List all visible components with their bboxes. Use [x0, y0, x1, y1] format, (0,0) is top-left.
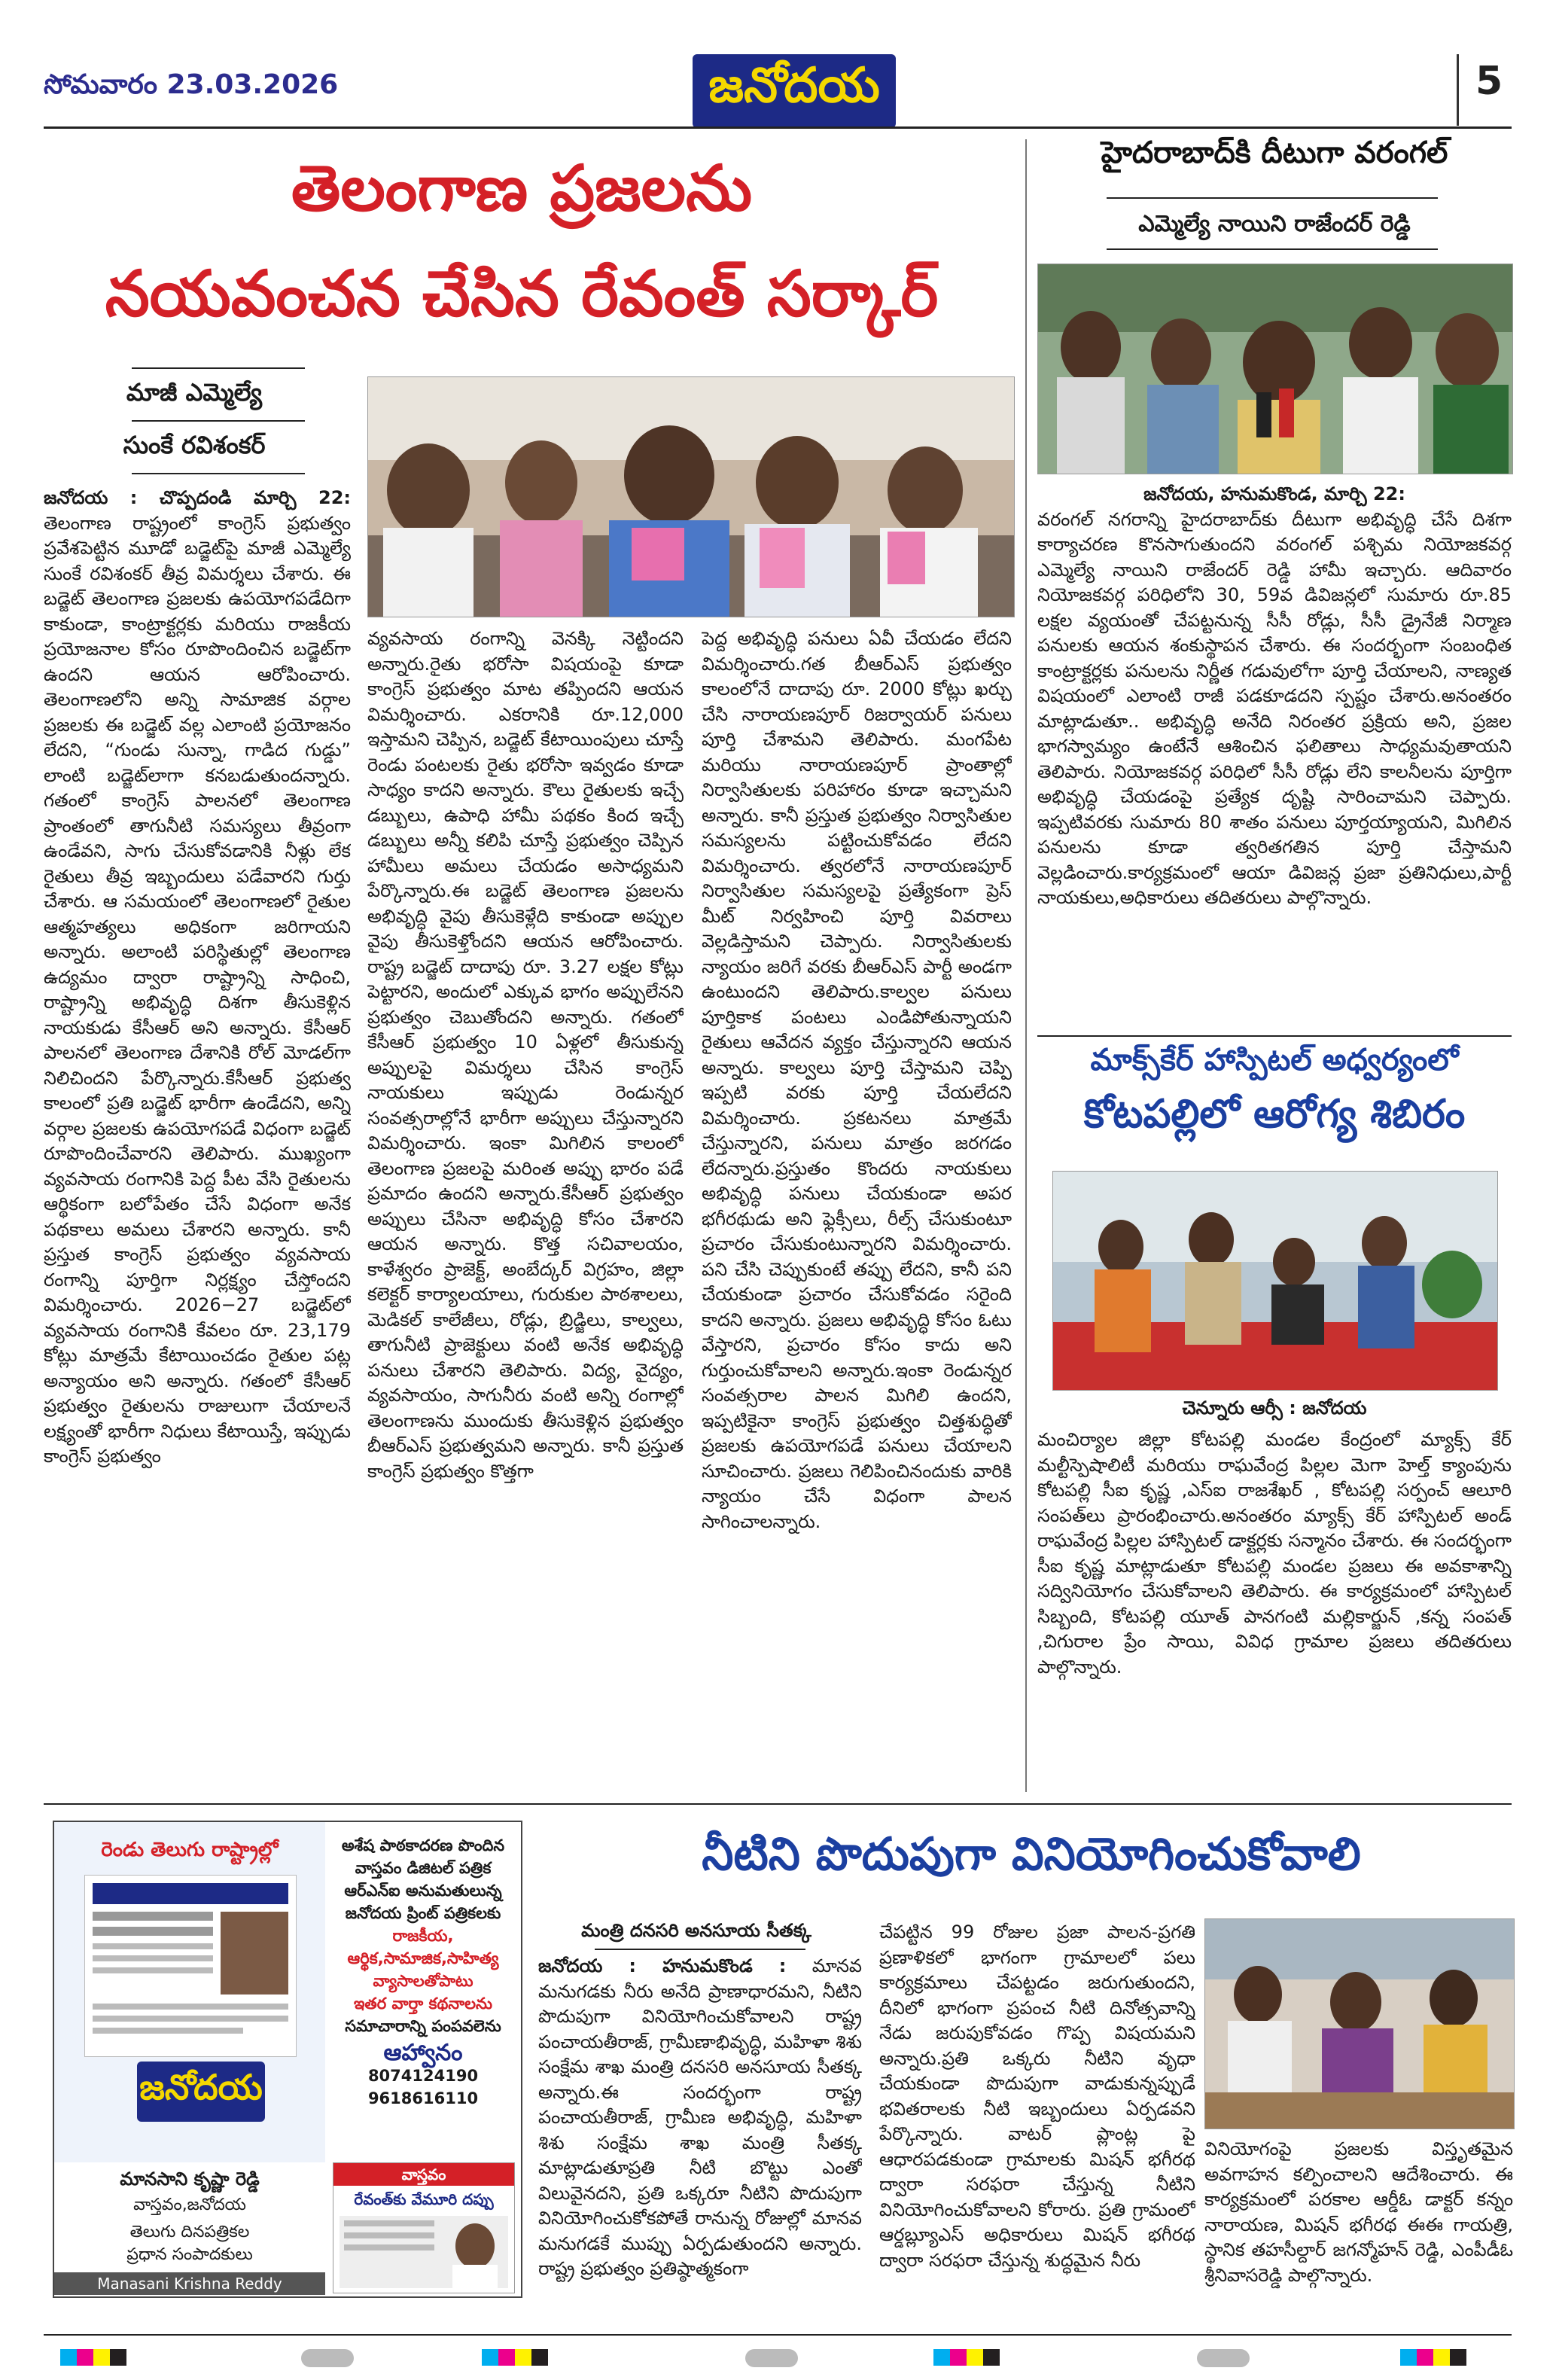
warangal-headline: హైదరాబాద్‌కి దీటుగా వరంగల్	[1101, 136, 1448, 170]
warangal-body	[1037, 482, 1512, 1024]
lead-body-2: వ్యవసాయ రంగాన్ని వెనక్కి నెట్టిందని అన్నారు.రైతు భరోసా విషయంపై కూడా కాంగ్రెస్ ప్రభుత్వం మాట తప్పిందని ఆయన విమర్శించారు. ఎకరానికి రూ.12,000 ఇస్తామని చెప్పిన, బడ్జెట్ కేటాయింపులు చూస్తే రెండు పంటలకు రైతు భరోసా ఇవ్వడం కూడా సాధ్యం కాదని అన్నారు. కౌలు రైతులకు ఇచ్చే డబ్బులు, ఉపాధి హామీ పథకం కింద ఇచ్చే డబ్బులు అన్నీ కలిపి చూస్తే ప్రభుత్వం చెప్పిన హామీలు అమలు చేయడం అసాధ్యమని పేర్కొన్నారు.ఈ బడ్జెట్ తెలంగాణ ప్రజలను అభివృద్ధి వైపు తీసుకెళ్లేది కాకుండా అప్పుల వైపు తీసుకెళ్తోందని ఆయన ఆరోపించారు. రాష్ట్ర బడ్జెట్ దాదాపు రూ. 3.27 లక్షల కోట్లు పెట్టారని, అందులో ఎక్కువ భాగం అప్పులేనని ప్రభుత్వం చెబుతోందని అన్నారు. గతంలో కేసీఆర్ ప్రభుత్వం 10 ఏళ్లలో తీసుకున్న అప్పులపై విమర్శలు చేసిన కాంగ్రెస్ నాయకులు ఇప్పుడు రెండున్నర సంవత్సరాల్లోనే భారీగా అప్పులు చేస్తున్నారని విమర్శించారు. ఇంకా మిగిలిన కాలంలో తెలంగాణ ప్రజలపై మరింత అప్పు భారం పడే ప్రమాదం ఉందని అన్నారు.కేసీఆర్ ప్రభుత్వం అప్పులు చేసినా అభివృద్ధి కోసం చేశారని ఆయన అన్నారు. కొత్త సచివాలయం, కాళేశ్వరం ప్రాజెక్ట్, అంబేద్కర్ విగ్రహం, జిల్లా కలెక్టర్ కార్యాలయాలు, గురుకుల పాఠశాలలు, మెడికల్ కాలేజీలు, రోడ్లు, బ్రిడ్జిలు, కాల్వలు, తాగునీటి ప్రాజెక్టులు వంటి అనేక అభివృద్ధి పనులు చేశారని తెలిపారు. విద్య, వైద్యం, వ్యవసాయం, సాగునీరు వంటి అన్ని రంగాల్లో తెలంగాణను ముందుకు తీసుకెళ్లిన ప్రభుత్వం బీఆర్ఎస్ ప్రభుత్వమని అన్నారు. కానీ ప్రస్తుత కాంగ్రెస్ ప్రభుత్వం కొత్తగా	[367, 628, 684, 1482]
byline-rule-bottom	[132, 473, 305, 474]
lead-column-3	[702, 626, 1012, 1790]
page-number: 5	[1475, 59, 1503, 104]
health-headline-line1: మాక్స్‌కేర్ హాస్పిటల్ అధ్వర్యంలో	[1090, 1043, 1459, 1077]
health-body	[1037, 1428, 1512, 1789]
lead-dateline: జనోదయ : చొప్పదండి మార్చి 22:	[44, 487, 351, 508]
ad-editor-role-2: తెలుగు దినపత్రికల	[129, 2223, 250, 2241]
water-body-3: వినియోగంపై ప్రజలకు విస్తృతమైన అవగాహన కల్పించాలని ఆదేశించారు. ఈ కార్యక్రమంలో పరకాల ఆర్డీఓ డాక్టర్ కన్నం నారాయణ, మిషన్ భగీరథ ఈఈ గాయత్రి, స్థానిక తహసీల్దార్ జగన్మోహన్ రెడ్డి, ఎంపీడీఓ శ్రీనివాసరెడ్డి పాల్గొన్నారు.	[1204, 2138, 1513, 2286]
crop-mark-2	[745, 2349, 798, 2367]
ad-paper-name: జనోదయ	[139, 2067, 263, 2107]
warangal-text: వరంగల్ నగరాన్ని హైదరాబాద్‌కు దీటుగా అభివృద్ధి చేసే దిశగా కార్యాచరణ కొనసాగుతుందని వరంగల్ పశ్చిమ నియోజకవర్గ ఎమ్మెల్యే నాయిని రాజేందర్ రెడ్డి హామీ ఇచ్చారు. ఆదివారం నియోజకవర్గ పరిధిలోని 30, 59వ డివిజన్లలో సుమారు రూ.85 లక్షల వ్యయంతో చేపట్టనున్న సీసీ రోడ్లు, సీసీ డ్రైనేజీ నిర్మాణ పనులకు ఆయన శంకుస్థాపన చేశారు. ఈ సందర్భంగా సంబంధిత కాంట్రాక్టర్లకు పనులను నిర్ణీత గడువులోగా పూర్తి చేయాలని, నాణ్యత విషయంలో ఎలాంటి రాజీ పడకూడదని స్పష్టం చేశారు.అనంతరం మాట్లాడుతూ.. అభివృద్ధి అనేది నిరంతర ప్రక్రియ అని, ప్రజల భాగస్వామ్యం ఉంటేనే ఆశించిన ఫలితాలు సాధ్యమవుతాయని తెలిపారు. నియోజకవర్గ పరిధిలో సీసీ రోడ్లు లేని కాలనీలను పూర్తిగా అభివృద్ధి చేయడంపై ప్రత్యేక దృష్టి సారించామని చెప్పారు. ఇప్పటివరకు సుమారు 80 శాతం పనులు పూర్తయ్యాయని, మిగిలిన పనులను కూడా త్వరితగతిన పూర్తి చేస్తామని వెల్లడించారు.కార్యక్రమంలో ఆయా డివిజన్ల ప్రజా ప్రతినిధులు,పార్టీ నాయకులు,అధికారులు తదితరులు పాల్గొన్నారు.	[1037, 508, 1512, 908]
advertisement	[53, 1821, 522, 2298]
ad-phone-1: 8074124190	[367, 2067, 479, 2085]
ad-top-red: రెండు తెలుగు రాష్ట్రాల్లో	[101, 1839, 279, 1861]
lead-body-3: పెద్ద అభివృద్ధి పనులు ఏవీ చేయడం లేదని విమర్శించారు.గత బీఆర్ఎస్ ప్రభుత్వం కాలంలోనే దాదాపు రూ. 2000 కోట్లు ఖర్చు చేసి నారాయణపూర్ రిజర్వాయర్ పనులు పూర్తి చేశామని తెలిపారు. మంగపేట మరియు నారాయణపూర్ ప్రాంతాల్లో నిర్వాసితులకు పరిహారం కూడా ఇచ్చామని అన్నారు. కానీ ప్రస్తుత ప్రభుత్వం నిర్వాసితుల సమస్యలను పట్టించుకోవడం లేదని విమర్శించారు. త్వరలోనే నారాయణపూర్ నిర్వాసితుల సమస్యలపై ప్రత్యేకంగా ప్రెస్ మీట్ నిర్వహించి పూర్తి వివరాలు వెల్లడిస్తామని చెప్పారు. నిర్వాసితులకు న్యాయం జరిగే వరకు బీఆర్ఎస్ పార్టీ అండగా ఉంటుందని తెలిపారు.కాల్వల పనులు పూర్తికాక పంటలు ఎండిపోతున్నాయని రైతులు ఆవేదన వ్యక్తం చేస్తున్నారని ఆయన అన్నారు. కాల్వలు పూర్తి చేస్తామని చెప్పి ఇప్పటి వరకు పూర్తి చేయలేదని విమర్శించారు. ప్రకటనలు మాత్రమే చేస్తున్నారని, పనులు మాత్రం జరగడం లేదన్నారు.ప్రస్తుతం కొందరు నాయకులు అభివృద్ధి పనులు చేయకుండా అపర భగీరథుడు అని ఫ్లెక్సీలు, రీల్స్ చేసుకుంటూ ప్రచారం చేసుకుంటున్నారని విమర్శించారు. పని చేసి చెప్పుకుంటే తప్పు లేదని, కానీ పని చేయకుండా ప్రచారం చేసుకోవడం సరైంది కాదని అన్నారు. ప్రజలు అభివృద్ధి కోసం ఓటు వేస్తారని, ప్రచారం కోసం కాదు అని గుర్తుంచుకోవాలని అన్నారు.ఇంకా రెండున్నర సంవత్సరాల పాలన మిగిలి ఉందని, ఇప్పటికైనా కాంగ్రెస్ ప్రభుత్వం చిత్తశుద్ధితో ప్రజలకు ఉపయోగపడే పనులు చేయాలని సూచించారు. ప్రజలు గెలిపించినందుకు వారికి న్యాయం చేసే విధంగా పాలన సాగించాలన్నారు.	[702, 628, 1012, 1532]
water-body-2: చేపట్టిన 99 రోజుల ప్రజా పాలన-ప్రగతి ప్రణాళికలో భాగంగా గ్రామాలలో పలు కార్యక్రమాలు చేపట్టడం జరుగుతుందని, దీనిలో భాగంగా ప్రపంచ నీటి దినోత్సవాన్ని నేడు జరుపుకోవడం గొప్ప విషయమని అన్నారు.ప్రతి ఒక్కరు నీటిని వృధా చేయకుండా పొదుపుగా వాడుకున్నప్పుడే భవితరాలకు నీటి ఇబ్బందులు ఏర్పడవని పేర్కొన్నారు. వాటర్ ప్లాంట్ల పై ఆధారపడకుండా గ్రామాలకు మిషన్ భగీరథ ద్వారా సరఫరా చేస్తున్న నీటిని వినియోగించుకోవాలని కోరారు. ప్రతి గ్రామంలో ఆర్డబ్ల్యూఎస్ అధికారులు మిషన్ భగీరథ ద్వారా సరఫరా చేస్తున్న శుద్ధమైన నీరు	[879, 1921, 1195, 2271]
lead-column-2	[367, 626, 684, 1790]
warangal-photo	[1037, 264, 1513, 474]
ad-editor-name: మానసాని కృష్ణా రెడ్డి	[120, 2168, 260, 2190]
lead-photo	[367, 376, 1015, 617]
masthead-title: జనోదయ	[708, 57, 880, 114]
ad-editor-english: Manasani Krishna Reddy	[54, 2272, 325, 2295]
water-byline: మంత్రి దనసరి అనసూయ సీతక్క	[581, 1920, 811, 1941]
water-byline-rule	[595, 1949, 805, 1950]
footer-rule	[44, 2334, 1512, 2336]
ad-mini-photo	[340, 2216, 508, 2288]
issue-date: సోమవారం 23.03.2026	[44, 69, 339, 100]
water-dateline: జనోదయ : హనుమకొండ :	[538, 1955, 787, 1976]
ad-line-8: ఇతర వార్తా కథనాలను	[353, 1995, 493, 2013]
ad-line-6: ఆర్థిక,సామాజిక,సాహిత్య	[347, 1949, 499, 1967]
ad-editor-role-3: ప్రధాన సంపాదకులు	[126, 2245, 253, 2264]
ad-newspaper-thumb	[84, 1875, 297, 2057]
warangal-rule-2	[1107, 248, 1438, 250]
lead-headline-line2: నయవంచన చేసిన రేవంత్ సర్కార్	[105, 257, 939, 331]
ad-right-text	[333, 1834, 513, 2110]
warangal-rule-1	[1107, 197, 1438, 199]
lead-column-1	[44, 486, 351, 1788]
warangal-dateline: జనోదయ, హనుమకొండ, మార్చి 22:	[1143, 483, 1405, 504]
ad-mini-headline: రేవంత్‌కు వేమూరి దప్పు	[354, 2190, 494, 2208]
water-column-3	[1204, 2137, 1513, 2345]
registration-marks-1	[60, 2349, 126, 2366]
ad-line-3: ఆర్ఎన్ఐ అనుమతులున్న	[344, 1882, 502, 1900]
ad-vaastavam-box	[333, 2162, 515, 2293]
water-body-1: మానవ మనుగడకు నీరు అనేది ప్రాణాధారమని, నీటిని పొదుపుగా వినియోగించుకోవాలని రాష్ట్ర పంచాయతీరాజ్, గ్రామీణాభివృద్ధి, మహిళా శిశు సంక్షేమ శాఖ మంత్రి దనసరి అనసూయ సీతక్క అన్నారు.ఈ సందర్భంగా రాష్ట్ర పంచాయతీరాజ్, గ్రామీణ అభివృద్ధి, మహిళా శిశు సంక్షేమ శాఖ మంత్రి సీతక్క మాట్లాడుతూప్రతి నీటి బొట్టు ఎంతో విలువైనదని, ప్రతి ఒక్కరూ నీటిని పొదుపుగా వినియోగించుకోకపోతే రానున్న రోజుల్లో మానవ మనుగడకే ముప్పు ఏర్పడుతుందని అన్నారు. రాష్ట్ర ప్రభుత్వం ప్రతిష్ఠాత్మకంగా	[538, 1955, 862, 2279]
ad-editor-panel	[54, 2162, 325, 2295]
ad-vaastavam-label: వాస్తవం	[333, 2163, 514, 2186]
header-rule	[44, 126, 1512, 129]
registration-marks-4	[1400, 2349, 1466, 2366]
ad-line-9: సమాచారాన్ని పంపవలెను	[345, 2017, 501, 2035]
ad-line-7: వ్యాసాలతోపాటు	[373, 1972, 473, 1990]
page-number-divider	[1457, 54, 1459, 126]
water-headline: నీటిని పొదుపుగా వినియోగించుకోవాలి	[702, 1828, 1361, 1881]
column-divider-right	[1025, 139, 1027, 1792]
lead-body-1: తెలంగాణ రాష్ట్రంలో కాంగ్రెస్ ప్రభుత్వం ప్రవేశపెట్టిన మూడో బడ్జెట్‌పై మాజీ ఎమ్మెల్యే సుంకే రవిశంకర్ తీవ్ర విమర్శలు చేశారు. ఈ బడ్జెట్ తెలంగాణ ప్రజలకు ఉపయోగపడేదిగా కాకుండా, కాంట్రాక్టర్లకు మరియు రాజకీయ ప్రయోజనాల కోసం రూపొందించిన బడ్జెట్‌గా ఉందని ఆయన ఆరోపించారు. తెలంగాణలోని అన్ని సామాజిక వర్గాల ప్రజలకు ఈ బడ్జెట్ వల్ల ఎలాంటి ప్రయోజనం లేదని, “గుండు సున్నా, గాడిద గుడ్డు” లాంటి బడ్జెట్‌లాగా కనబడుతుందన్నారు. గతంలో కాంగ్రెస్ పాలనలో తెలంగాణ ప్రాంతంలో తాగునీటి సమస్యలు తీవ్రంగా ఉండేవని, సాగు చేసుకోవడానికి నీళ్లు లేక రైతులు తీవ్ర ఇబ్బందులు పడేవారని గుర్తు చేశారు. ఆ సమయంలో తెలంగాణలో రైతుల ఆత్మహత్యలు అధికంగా జరిగాయని అన్నారు. అలాంటి పరిస్థితుల్లో తెలంగాణ ఉద్యమం ద్వారా రాష్ట్రాన్ని సాధించి, రాష్ట్రాన్ని అభివృద్ధి దిశగా తీసుకెళ్లిన నాయకుడు కేసీఆర్ అని అన్నారు. కేసీఆర్ పాలనలో తెలంగాణ దేశానికి రోల్ మోడల్‌గా నిలిచిందని పేర్కొన్నారు.కేసీఆర్ ప్రభుత్వ కాలంలో ప్రతి బడ్జెట్ భారీగా ఉండేదని, అన్ని వర్గాల ప్రజలకు ఉపయోగపడే విధంగా బడ్జెట్ రూపొందించేవారని తెలిపారు. ముఖ్యంగా వ్యవసాయ రంగానికి పెద్ద పీట వేసి రైతులను ఆర్థికంగా బలోపేతం చేసే విధంగా అనేక పథకాలు అమలు చేశారని అన్నారు. కానీ ప్రస్తుత కాంగ్రెస్ ప్రభుత్వం వ్యవసాయ రంగాన్ని పూర్తిగా నిర్లక్ష్యం చేస్తోందని విమర్శించారు. 2026−27 బడ్జెట్‌లో వ్యవసాయ రంగానికి కేవలం రూ. 23,179 కోట్లు మాత్రమే కేటాయించడం రైతుల పట్ల అన్యాయం అని అన్నారు. గతంలో కేసీఆర్ ప్రభుత్వం రైతులను రాజులుగా చేయాలనే లక్ష్యంతో భారీగా నిధులు కేటాయిస్తే, ఇప్పుడు కాంగ్రెస్ ప్రభుత్వం	[44, 512, 351, 1467]
registration-marks-2	[482, 2349, 548, 2366]
ad-phone-2: 9618616110	[367, 2089, 479, 2107]
water-photo	[1204, 1918, 1515, 2129]
byline-rule-mid	[132, 420, 305, 422]
water-column-2	[879, 1920, 1195, 2345]
lead-byline-name: సుంకే రవిశంకర్	[123, 431, 266, 459]
health-headline-line2: కోటపల్లిలో ఆరోగ్య శిబిరం	[1083, 1092, 1466, 1137]
registration-marks-3	[933, 2349, 1000, 2366]
ad-line-1: అశేష పాఠకాదరణ పొందిన	[341, 1836, 505, 1854]
crop-mark-3	[1197, 2349, 1250, 2367]
water-column-1	[538, 1954, 862, 2345]
lead-byline-title: మాజీ ఎమ్మెల్యే	[126, 378, 263, 407]
masthead-logo	[693, 54, 896, 128]
ad-editor-role-1: వాస్తవం,జనోదయ	[133, 2196, 246, 2214]
lower-section-rule	[44, 1803, 1512, 1805]
byline-rule-top	[132, 367, 305, 369]
warangal-bottom-rule	[1037, 1035, 1512, 1037]
lead-headline-line1: తెలంగాణ ప్రజలను	[291, 151, 753, 225]
warangal-byline: ఎమ్మెల్యే నాయిని రాజేందర్ రెడ్డి	[1138, 211, 1411, 237]
ad-line-4: జనోదయ ప్రింట్ పత్రికలకు	[345, 1904, 501, 1922]
health-dateline: చెన్నూరు ఆర్సీ : జనోదయ	[1182, 1397, 1367, 1419]
crop-mark-1	[301, 2349, 354, 2367]
ad-line-2: వాస్తవం డిజిటల్ పత్రిక	[355, 1859, 492, 1877]
ad-line-5: రాజకీయ,	[392, 1927, 454, 1945]
ad-masthead	[137, 2062, 265, 2122]
ad-invite: ఆహ్వానం	[383, 2040, 463, 2066]
health-photo	[1052, 1171, 1498, 1391]
health-text: మంచిర్యాల జిల్లా కోటపల్లి మండల కేంద్రంలో మ్యాక్స్ కేర్ మల్టీస్పెషాలిటీ మరియు రాఘవేంద్ర పిల్లల మెగా హెల్త్ క్యాంపును కోటపల్లి సీఐ కృష్ణ ,ఎస్ఐ రాజశేఖర్ , కోటపల్లి సర్పంచ్ ఆలూరి సంపత్‌లు ప్రారంభించారు.అనంతరం మ్యాక్స్ కేర్ హాస్పిటల్ అండ్ రాఘవేంద్ర పిల్లల హాస్పిటల్ డాక్టర్లకు సన్మానం చేశారు. ఈ సందర్భంగా సీఐ కృష్ణ మాట్లాడుతూ కోటపల్లి మండల ప్రజలు ఈ అవకాశాన్ని సద్వినియోగం చేసుకోవాలని తెలిపారు. ఈ కార్యక్రమంలో హాస్పిటల్ సిబ్బంది, కోటపల్లి యూత్ పానగంటి మల్లికార్జున్ ,కన్న సంపత్ ,చిగురాల ప్రేం సాయి, వివిధ గ్రామాల ప్రజలు తదితరులు పాల్గొన్నారు.	[1037, 1429, 1512, 1678]
